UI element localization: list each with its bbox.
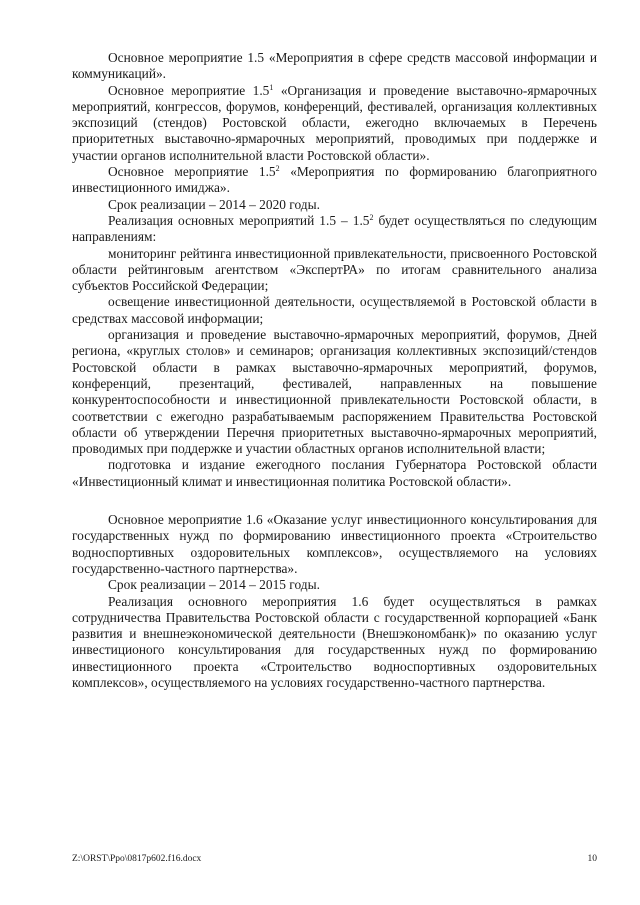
paragraph-measure-1-5-1: Основное мероприятие $1.5^1$ «Организация и проведение выставочно-ярмарочных мероприятий, конгрессов, форумов, конференций, фестивалей, организация коллективных экспозиций (стендов) Ростовской области, ежегодно включаемых в Перечень приоритетных выставочно-ярмарочных мероприятий, проводимых при поддержке и участии органов исполнительной власти Ростовской области».	[72, 82, 597, 163]
paragraph-measure-1-6-implementation: Реализация основного мероприятия 1.6 будет осуществляться в рамках сотрудничества Правительства Ростовской области с государственной корпорацией «Банк развития и внешнеэкономической деятельности (Внешэкономбанк)» по оказанию услуг инвестиционого консультирования для государственных нужд по формированию инвестиционного проекта «Строительство водноспортивных оздоровительных комплексов», осуществляемого на условиях государственно-частного партнерства.	[72, 593, 597, 690]
paragraph-measure-1-5: Основное мероприятие 1.5 «Мероприятия в сфере средств массовой информации и коммуникаций».	[72, 50, 597, 82]
paragraph-governor-address: подготовка и издание ежегодного послания Губернатора Ростовской области «Инвестиционный климат и инвестиционная политика Ростовской области».	[72, 457, 597, 489]
paragraph-implementation-intro: Реализация основных мероприятий $1.5 - 1.5^2$ будет осуществляться по следующим направлениям:	[72, 212, 597, 245]
paragraph-measure-1-5-2: Основное мероприятие $1.5^2$ «Мероприятия по формированию благоприятного инвестиционного имиджа».	[72, 164, 597, 196]
paragraph-media-coverage: освещение инвестиционной деятельности, осуществляемой в Ростовской области в средствах массовой информации;	[72, 294, 597, 326]
page-footer	[72, 854, 597, 864]
paragraph-measure-1-6: Основное мероприятие 1.6 «Оказание услуг инвестиционного консультирования для государственных нужд по формированию инвестиционного проекта «Строительство водноспортивных оздоровительных комплексов», осуществляемого на условиях государственно-частного партнерства».	[72, 512, 597, 576]
paragraph-term-2014-2020: Срок реализации – 2014 – 2020 годы.	[108, 196, 320, 212]
footer-file-path: Z:\ORST\Ppo\0817p602.f16.docx	[72, 854, 202, 864]
paragraph-term-2014-2015: Срок реализации – 2014 – 2015 годы.	[108, 577, 320, 593]
paragraph-exhibitions: организация и проведение выставочно-ярмарочных мероприятий, форумов, Дней региона, «круглых столов» и семинаров; организация коллективных экспозиций/стендов Ростовской области в рамках выставочно-ярмарочных мероприятий, форумов, конференций, презентаций, фестивалей, направленных на повышение конкурентоспособности и инвестиционной привлекательности Ростовской области, в соответствии с ежегодно разрабатываемым распоряжением Правительства Ростовской области об утверждении Перечня приоритетных выставочно-ярмарочных мероприятий, проводимых при поддержке и участии областных органов исполнительной власти;	[72, 327, 597, 457]
document-body	[72, 50, 597, 691]
page-number: 10	[587, 854, 597, 864]
paragraph-monitoring: мониторинг рейтинга инвестиционной привлекательности, присвоенного Ростовской области рейтинговым агентством «ЭкспертРА» по итогам сравнительного анализа субъектов Российской Федерации;	[72, 245, 597, 294]
